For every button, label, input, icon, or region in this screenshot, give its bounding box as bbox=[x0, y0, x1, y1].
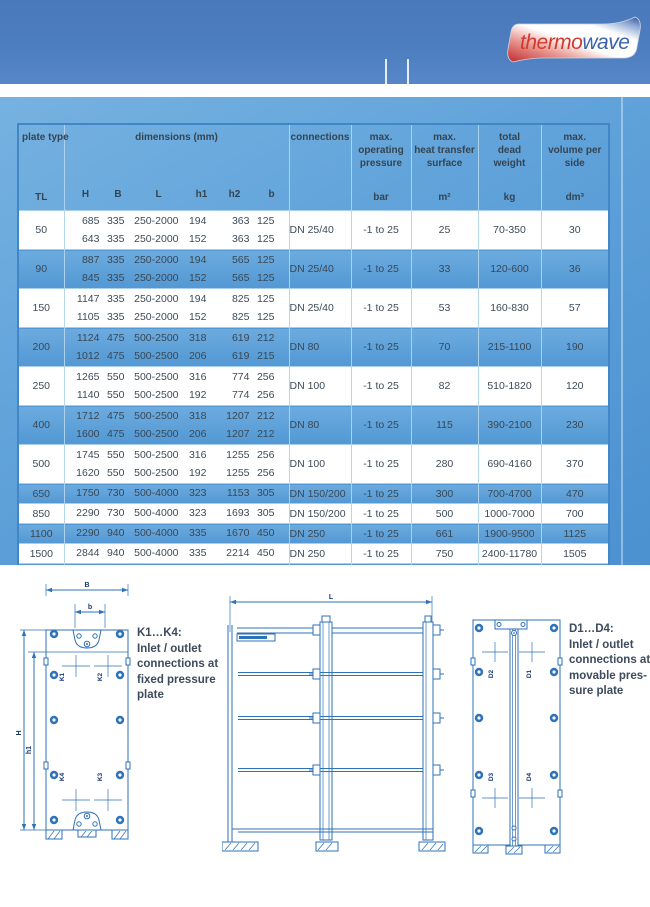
dim-value: 250-2000 bbox=[134, 293, 179, 305]
fixed-plate-diagram bbox=[14, 578, 136, 862]
plate-type-cell: 1100 bbox=[18, 524, 64, 544]
volume-cell: 700 bbox=[565, 507, 584, 520]
thermowave-logo bbox=[505, 16, 641, 63]
dim-value: 940 bbox=[106, 547, 125, 559]
k-connections-note bbox=[137, 626, 218, 704]
sub-connections-empty bbox=[289, 175, 351, 211]
dim-value: 2290 bbox=[76, 507, 100, 519]
volume-cell: 36 bbox=[568, 263, 581, 275]
spec-table bbox=[17, 123, 610, 585]
pressure-cell: -1 to 25 bbox=[351, 211, 411, 250]
dim-value: 643 bbox=[81, 233, 100, 245]
dim-value: 212 bbox=[256, 410, 275, 422]
sub-h2: h2 bbox=[228, 189, 241, 200]
connections-cell: DN 25/40 bbox=[289, 250, 351, 289]
dim-value: 685 bbox=[81, 215, 100, 227]
dim-value: 256 bbox=[256, 371, 275, 383]
dim-value: 125 bbox=[256, 311, 275, 323]
sub-tl: TL bbox=[18, 175, 64, 211]
dim-value: 316 bbox=[188, 371, 207, 383]
dimension-line bbox=[65, 230, 289, 248]
table-row bbox=[18, 484, 609, 504]
plate-type-cell: 150 bbox=[18, 289, 64, 328]
table-row bbox=[18, 504, 609, 524]
dim-value: 450 bbox=[256, 547, 275, 559]
dim-value: 250-2000 bbox=[134, 215, 179, 227]
connections-cell: DN 150/200 bbox=[289, 484, 351, 504]
dimensions-cell bbox=[64, 250, 289, 289]
dim-value: 1255 bbox=[226, 467, 250, 479]
table-header bbox=[18, 124, 609, 211]
dim-value: 845 bbox=[81, 272, 100, 284]
dim-value: 550 bbox=[106, 467, 125, 479]
svg-text:b: b bbox=[87, 604, 93, 611]
dimension-line bbox=[65, 545, 289, 562]
dim-value: 318 bbox=[188, 410, 207, 422]
header-line: surface bbox=[426, 158, 463, 169]
dim-value: 825 bbox=[231, 293, 250, 305]
dim-value: 335 bbox=[106, 215, 125, 227]
dim-value: 1105 bbox=[76, 311, 100, 323]
dim-value: 887 bbox=[81, 254, 100, 266]
dim-value: 335 bbox=[106, 293, 125, 305]
sub-dm3: dm³ bbox=[565, 192, 584, 203]
dim-value: 194 bbox=[188, 215, 207, 227]
dim-value: 250-2000 bbox=[134, 254, 179, 266]
header-line: dead bbox=[497, 145, 522, 156]
weight-cell: 700-4700 bbox=[478, 484, 541, 504]
dim-value: 550 bbox=[106, 389, 125, 401]
dim-value: 2214 bbox=[226, 547, 250, 559]
dim-value: 318 bbox=[188, 332, 207, 344]
surface-cell: 750 bbox=[411, 544, 478, 564]
dim-value: 730 bbox=[106, 487, 125, 499]
dim-value: 2844 bbox=[76, 547, 100, 559]
dim-value: 192 bbox=[188, 389, 207, 401]
header-line: side bbox=[564, 158, 585, 169]
svg-text:D3: D3 bbox=[488, 772, 495, 782]
dimension-line bbox=[65, 329, 289, 347]
header-sub-row bbox=[18, 175, 609, 211]
svg-text:K2: K2 bbox=[97, 672, 104, 682]
dimension-line bbox=[65, 425, 289, 443]
note-line: Inlet / outlet bbox=[137, 642, 202, 655]
dimension-line bbox=[65, 485, 289, 502]
weight-cell: 160-830 bbox=[478, 289, 541, 328]
volume-cell: 230 bbox=[565, 419, 584, 431]
dim-value: 500-2500 bbox=[134, 449, 179, 461]
dim-value: 450 bbox=[256, 527, 275, 539]
dim-value: 475 bbox=[106, 428, 125, 440]
col-volume bbox=[541, 124, 609, 175]
dim-value: 1750 bbox=[76, 487, 100, 499]
dim-value: 305 bbox=[256, 507, 275, 519]
header-line: heat transfer bbox=[414, 145, 475, 156]
surface-cell: 661 bbox=[411, 524, 478, 544]
header-line: weight bbox=[493, 158, 526, 169]
col-surface bbox=[411, 124, 478, 175]
dim-value: 940 bbox=[106, 527, 125, 539]
dimensions-cell bbox=[64, 328, 289, 367]
diagrams-section bbox=[0, 565, 650, 907]
dim-value: 1693 bbox=[226, 507, 250, 519]
dim-value: 500-4000 bbox=[134, 527, 179, 539]
dim-value: 323 bbox=[188, 487, 207, 499]
plate-type-cell: 50 bbox=[18, 211, 64, 250]
surface-cell: 25 bbox=[411, 211, 478, 250]
dim-value: 500-4000 bbox=[134, 487, 179, 499]
volume-cell: 30 bbox=[568, 224, 581, 236]
dim-value: 206 bbox=[188, 350, 207, 362]
side-view-diagram bbox=[222, 588, 454, 860]
dim-value: 1124 bbox=[76, 332, 100, 344]
table-row bbox=[18, 445, 609, 484]
pressure-cell: -1 to 25 bbox=[351, 289, 411, 328]
banner-tick bbox=[407, 59, 409, 84]
dimensions-cell bbox=[64, 211, 289, 250]
dim-value: 1600 bbox=[76, 428, 100, 440]
dim-value: 730 bbox=[106, 507, 125, 519]
dim-value: 335 bbox=[188, 547, 207, 559]
sub-kg: kg bbox=[478, 175, 541, 211]
pressure-cell: -1 to 25 bbox=[351, 406, 411, 445]
dim-value: 565 bbox=[231, 272, 250, 284]
dim-value: 125 bbox=[256, 215, 275, 227]
pressure-cell: -1 to 25 bbox=[351, 445, 411, 484]
content-area bbox=[0, 97, 650, 565]
plate-type-cell: 500 bbox=[18, 445, 64, 484]
dimension-line bbox=[65, 505, 289, 522]
sub-l: L bbox=[155, 189, 162, 200]
svg-text:H: H bbox=[16, 730, 23, 736]
movable-plate-diagram bbox=[468, 612, 568, 860]
table-row bbox=[18, 328, 609, 367]
dim-value: 152 bbox=[188, 233, 207, 245]
volume-cell: 470 bbox=[565, 487, 584, 500]
note-line: plate bbox=[137, 689, 164, 701]
connections-cell: DN 25/40 bbox=[289, 289, 351, 328]
dimension-line bbox=[65, 269, 289, 287]
dimension-line bbox=[65, 290, 289, 308]
dimension-line bbox=[65, 525, 289, 542]
header-group-row bbox=[18, 124, 609, 175]
pressure-cell: -1 to 25 bbox=[351, 524, 411, 544]
header-line: max. bbox=[563, 132, 587, 143]
sub-m2: m² bbox=[411, 175, 478, 211]
dim-value: 1745 bbox=[76, 449, 100, 461]
dim-value: 335 bbox=[106, 311, 125, 323]
dim-value: 335 bbox=[106, 272, 125, 284]
dim-value: 500-4000 bbox=[134, 547, 179, 559]
header-line: volume per bbox=[548, 145, 602, 156]
surface-cell: 300 bbox=[411, 484, 478, 504]
dim-value: 194 bbox=[188, 254, 207, 266]
surface-cell: 82 bbox=[411, 367, 478, 406]
dim-value: 363 bbox=[231, 215, 250, 227]
weight-cell: 120-600 bbox=[478, 250, 541, 289]
connections-cell: DN 25/40 bbox=[289, 211, 351, 250]
table-row bbox=[18, 544, 609, 564]
col-weight bbox=[478, 124, 541, 175]
dim-value: 316 bbox=[188, 449, 207, 461]
svg-text:D4: D4 bbox=[526, 772, 533, 782]
surface-cell: 70 bbox=[411, 328, 478, 367]
weight-cell: 390-2100 bbox=[478, 406, 541, 445]
header-line: total bbox=[498, 132, 521, 143]
dim-value: 335 bbox=[106, 254, 125, 266]
dimensions-cell bbox=[64, 289, 289, 328]
dim-value: 1265 bbox=[76, 371, 100, 383]
dimension-line bbox=[65, 308, 289, 326]
dimension-line bbox=[65, 251, 289, 269]
surface-cell: 53 bbox=[411, 289, 478, 328]
dim-value: 774 bbox=[231, 389, 250, 401]
dim-value: 256 bbox=[256, 389, 275, 401]
surface-cell: 500 bbox=[411, 504, 478, 524]
sub-b-cap: B bbox=[114, 189, 122, 200]
table-row bbox=[18, 289, 609, 328]
dim-value: 256 bbox=[256, 467, 275, 479]
table-row bbox=[18, 211, 609, 250]
table-row bbox=[18, 367, 609, 406]
dim-value: 1207 bbox=[226, 428, 250, 440]
col-connections: connections bbox=[289, 124, 351, 175]
dim-value: 500-2500 bbox=[134, 410, 179, 422]
dim-value: 619 bbox=[231, 332, 250, 344]
dimension-line bbox=[65, 386, 289, 404]
weight-cell: 690-4160 bbox=[478, 445, 541, 484]
note-line: fixed pressure bbox=[137, 673, 216, 686]
connections-cell: DN 250 bbox=[289, 544, 351, 564]
col-plate-type: plate type bbox=[18, 124, 64, 175]
plate-type-cell: 250 bbox=[18, 367, 64, 406]
weight-cell: 1000-7000 bbox=[478, 504, 541, 524]
note-line: D1…D4: bbox=[569, 623, 614, 635]
banner-tick bbox=[385, 59, 387, 84]
dim-value: 475 bbox=[106, 410, 125, 422]
dim-value: 1140 bbox=[76, 389, 100, 401]
note-line: movable pres- bbox=[569, 669, 647, 682]
dim-value: 825 bbox=[231, 311, 250, 323]
dimensions-cell bbox=[64, 524, 289, 544]
connections-cell: DN 250 bbox=[289, 524, 351, 544]
dim-value: 250-2000 bbox=[134, 272, 179, 284]
volume-cell: 370 bbox=[565, 458, 584, 470]
surface-cell: 115 bbox=[411, 406, 478, 445]
note-line: K1…K4: bbox=[137, 627, 182, 639]
dim-value: 619 bbox=[231, 350, 250, 362]
pressure-cell: -1 to 25 bbox=[351, 328, 411, 367]
volume-cell: 1125 bbox=[563, 527, 587, 540]
note-line: Inlet / outlet bbox=[569, 638, 634, 651]
dimension-line bbox=[65, 368, 289, 386]
dim-value: 1712 bbox=[76, 410, 100, 422]
dim-value: 1255 bbox=[226, 449, 250, 461]
sub-dims bbox=[64, 175, 289, 211]
weight-cell: 215-1100 bbox=[478, 328, 541, 367]
pressure-cell: -1 to 25 bbox=[351, 367, 411, 406]
dim-value: 500-2500 bbox=[134, 332, 179, 344]
top-banner bbox=[0, 0, 650, 84]
dim-value: 125 bbox=[256, 293, 275, 305]
svg-text:K1: K1 bbox=[59, 672, 66, 682]
d-connections-note bbox=[569, 622, 650, 700]
dim-value: 194 bbox=[188, 293, 207, 305]
dim-value: 125 bbox=[256, 233, 275, 245]
note-line: connections at bbox=[137, 658, 219, 670]
dim-value: 125 bbox=[256, 272, 275, 284]
dim-value: 2290 bbox=[76, 527, 100, 539]
col-dimensions: dimensions (mm) bbox=[64, 124, 289, 175]
dimensions-cell bbox=[64, 504, 289, 524]
dimensions-cell bbox=[64, 544, 289, 564]
dimension-line bbox=[65, 446, 289, 464]
dim-value: 1147 bbox=[76, 293, 100, 305]
pressure-cell: -1 to 25 bbox=[351, 504, 411, 524]
dim-value: 500-2500 bbox=[134, 371, 179, 383]
plate-type-cell: 200 bbox=[18, 328, 64, 367]
sub-bar: bar bbox=[351, 175, 411, 211]
volume-cell: 120 bbox=[565, 380, 584, 392]
dim-value: 335 bbox=[106, 233, 125, 245]
surface-cell: 33 bbox=[411, 250, 478, 289]
pressure-cell: -1 to 25 bbox=[351, 484, 411, 504]
header-line: pressure bbox=[359, 158, 403, 169]
plate-type-cell: 90 bbox=[18, 250, 64, 289]
dimensions-cell bbox=[64, 367, 289, 406]
dim-value: 152 bbox=[188, 272, 207, 284]
plate-type-cell: 1500 bbox=[18, 544, 64, 564]
dim-value: 1670 bbox=[226, 527, 250, 539]
dimensions-cell bbox=[64, 445, 289, 484]
sub-h: H bbox=[81, 189, 90, 200]
plate-type-cell: 850 bbox=[18, 504, 64, 524]
connections-cell: DN 80 bbox=[289, 328, 351, 367]
dim-value: 500-2500 bbox=[134, 389, 179, 401]
dimension-line bbox=[65, 347, 289, 365]
spec-table-body bbox=[18, 211, 609, 585]
dim-value: 475 bbox=[106, 350, 125, 362]
svg-text:L: L bbox=[328, 594, 334, 601]
dim-value: 1207 bbox=[226, 410, 250, 422]
dimensions-cell bbox=[64, 484, 289, 504]
table-row bbox=[18, 406, 609, 445]
tie-rods bbox=[238, 669, 444, 775]
dim-value: 212 bbox=[256, 428, 275, 440]
weight-cell: 2400-11780 bbox=[478, 544, 541, 564]
weight-cell: 70-350 bbox=[478, 211, 541, 250]
dim-value: 250-2000 bbox=[134, 233, 179, 245]
dim-value: 335 bbox=[188, 527, 207, 539]
connections-cell: DN 100 bbox=[289, 445, 351, 484]
dimension-line bbox=[65, 464, 289, 482]
dim-value: 1012 bbox=[76, 350, 100, 362]
table-row bbox=[18, 524, 609, 544]
dim-value: 256 bbox=[256, 449, 275, 461]
logo-text: thermowave bbox=[520, 31, 630, 54]
dim-value: 500-2500 bbox=[134, 350, 179, 362]
dim-value: 1620 bbox=[76, 467, 100, 479]
plate-type-cell: 650 bbox=[18, 484, 64, 504]
volume-cell: 57 bbox=[568, 302, 581, 314]
dim-value: 125 bbox=[256, 254, 275, 266]
dimension-line bbox=[65, 212, 289, 230]
svg-text:h1: h1 bbox=[26, 745, 33, 755]
pressure-cell: -1 to 25 bbox=[351, 544, 411, 564]
dim-value: 475 bbox=[106, 332, 125, 344]
dim-value: 1153 bbox=[226, 487, 250, 499]
dim-value: 500-4000 bbox=[134, 507, 179, 519]
weight-cell: 510-1820 bbox=[478, 367, 541, 406]
note-line: sure plate bbox=[569, 685, 624, 697]
svg-text:B: B bbox=[84, 582, 90, 589]
logo-swoosh bbox=[505, 16, 641, 63]
connections-cell: DN 80 bbox=[289, 406, 351, 445]
dimension-line bbox=[65, 407, 289, 425]
svg-text:K4: K4 bbox=[59, 772, 66, 782]
dims-sub-labels bbox=[65, 186, 289, 204]
table-row bbox=[18, 250, 609, 289]
connections-cell: DN 150/200 bbox=[289, 504, 351, 524]
dim-value: 152 bbox=[188, 311, 207, 323]
dim-value: 565 bbox=[231, 254, 250, 266]
weight-cell: 1900-9500 bbox=[478, 524, 541, 544]
surface-cell: 280 bbox=[411, 445, 478, 484]
col-pressure bbox=[351, 124, 411, 175]
dim-value: 215 bbox=[256, 350, 275, 362]
dimensions-cell bbox=[64, 406, 289, 445]
dim-value: 250-2000 bbox=[134, 311, 179, 323]
volume-cell: 1505 bbox=[563, 547, 587, 560]
pressure-cell: -1 to 25 bbox=[351, 250, 411, 289]
header-line: operating bbox=[358, 145, 404, 156]
dim-value: 774 bbox=[231, 371, 250, 383]
sub-b: b bbox=[268, 189, 275, 200]
dim-value: 500-2500 bbox=[134, 428, 179, 440]
volume-cell: 190 bbox=[565, 341, 584, 353]
dim-value: 206 bbox=[188, 428, 207, 440]
svg-text:K3: K3 bbox=[97, 772, 104, 782]
dim-value: 323 bbox=[188, 507, 207, 519]
dim-value: 192 bbox=[188, 467, 207, 479]
plate-type-cell: 400 bbox=[18, 406, 64, 445]
connections-cell: DN 100 bbox=[289, 367, 351, 406]
note-line: connections at bbox=[569, 654, 650, 666]
dim-value: 305 bbox=[256, 487, 275, 499]
svg-text:D2: D2 bbox=[488, 669, 495, 679]
dim-value: 550 bbox=[106, 371, 125, 383]
dim-value: 212 bbox=[256, 332, 275, 344]
svg-text:D1: D1 bbox=[526, 669, 533, 679]
dim-value: 500-2500 bbox=[134, 467, 179, 479]
dim-value: 363 bbox=[231, 233, 250, 245]
header-line: max. bbox=[433, 132, 456, 143]
decor-vertical-line bbox=[621, 97, 623, 565]
header-line: max. bbox=[369, 132, 393, 143]
sub-h1: h1 bbox=[195, 189, 208, 200]
dim-value: 550 bbox=[106, 449, 125, 461]
